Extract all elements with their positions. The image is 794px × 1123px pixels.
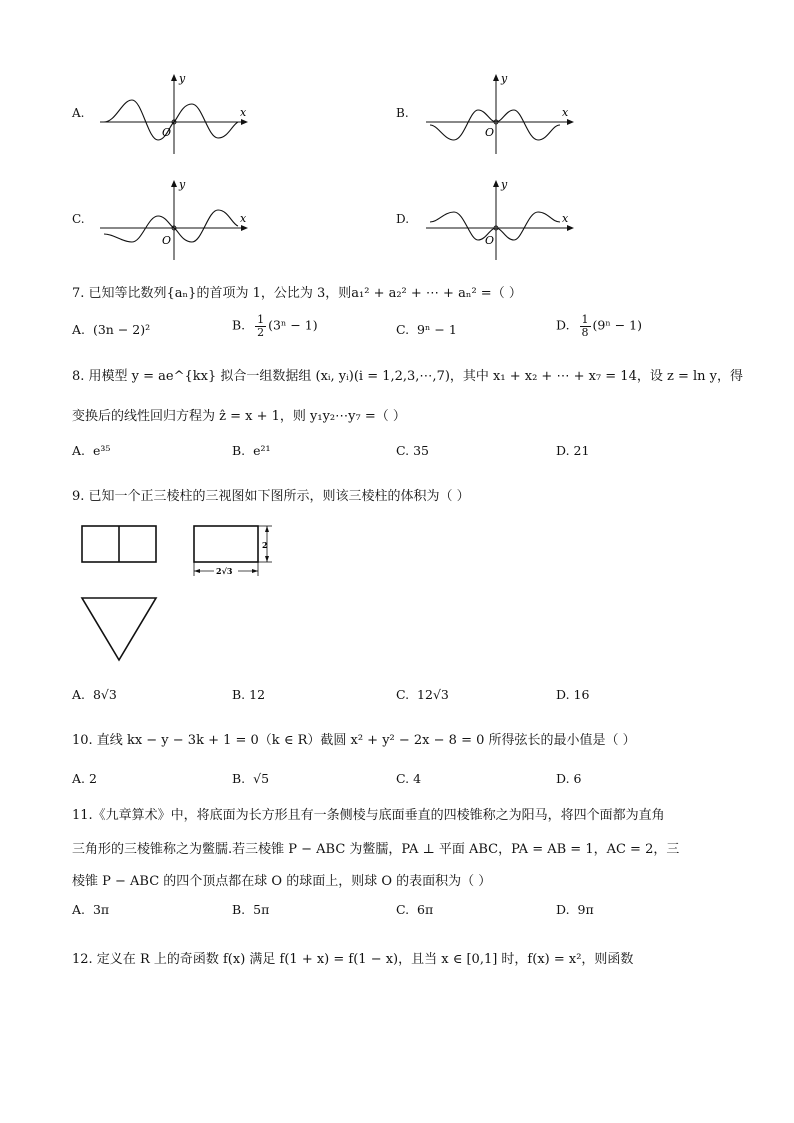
q9-three-view-diagram [76,518,286,668]
graph-d-origin-label: O [485,234,495,247]
q7-option-d: D. $\frac{1}{8}$ (9ⁿ − 1) [556,313,643,339]
graph-a [96,70,256,158]
q11-option-c: C. 6π [396,902,434,917]
q8-option-d: D. 21 [556,443,590,458]
graph-label-b: B. [396,106,409,120]
graph-a-x-label: x [240,106,247,119]
graph-d [422,176,582,264]
q10-option-c: C. 4 [396,771,422,786]
q7-option-a: A. (3n − 2)² [72,322,151,337]
question-7-stem: 7. 已知等比数列{aₙ}的首项为 1，公比为 3，则a₁² + a₂² + ⋯ + aₙ² =（ ） [72,286,522,301]
graph-a-origin-label: O [162,126,172,139]
graph-d-y-label: y [501,178,508,191]
graph-c-x-label: x [240,212,247,225]
q10-option-a: A. 2 [72,771,97,786]
question-11-line1: 11.《九章算术》中，将底面为长方形且有一条侧棱与底面垂直的四棱锥称之为阳马，将四个面都为直角 [72,808,665,823]
top-view-triangle [82,598,156,660]
question-11-line2: 三角形的三棱锥称之为鳖臑.若三棱锥 P − ABC 为鳖臑，PA ⊥ 平面 ABC，PA = AB = 1，AC = 2，三 [72,842,680,857]
graph-d-x-label: x [562,212,569,225]
q9-option-a: A. 8√3 [72,687,117,702]
graph-c-origin-label: O [162,234,172,247]
graph-c-y-label: y [179,178,186,191]
graph-a-y-label: y [179,72,186,85]
graph-label-d: D. [396,212,410,226]
question-11-line3: 棱锥 P − ABC 的四个顶点都在球 O 的球面上，则球 O 的表面积为（ ） [72,874,492,889]
side-view [194,526,258,562]
question-10-stem: 10. 直线 kx − y − 3k + 1 = 0（k ∈ R）截圆 x² + y² − 2x − 8 = 0 所得弦长的最小值是（ ） [72,733,636,748]
q11-option-a: A. 3π [72,902,110,917]
dim-width-label: 2√3 [216,566,233,576]
q9-option-d: D. 16 [556,687,590,702]
question-12-stem: 12. 定义在 R 上的奇函数 f(x) 满足 f(1 + x) = f(1 − x)，且当 x ∈ [0,1] 时，f(x) = x²，则函数 [72,952,634,967]
q8-option-c: C. 35 [396,443,429,458]
graph-b-x-label: x [562,106,569,119]
dim-height-label: 2 [262,540,268,550]
graph-c [96,176,256,264]
question-8-stem-line1: 8. 用模型 y = ae^{kx} 拟合一组数据组 (xᵢ, yᵢ)(i = 1,2,3,⋯,7)，其中 x₁ + x₂ + ⋯ + x₇ = 14，设 z = ln y，得 [72,369,743,384]
graph-b [422,70,582,158]
question-8-stem-line2: 变换后的线性回归方程为 ẑ = x + 1，则 y₁y₂⋯y₇ =（ ） [72,409,406,424]
q11-option-b: B. 5π [232,902,270,917]
graph-label-a: A. [72,106,85,120]
q8-option-a: A. e³⁵ [72,443,111,458]
q10-option-d: D. 6 [556,771,582,786]
question-9-stem: 9. 已知一个正三棱柱的三视图如下图所示，则该三棱柱的体积为（ ） [72,489,470,504]
q9-option-c: C. 12√3 [396,687,449,702]
q10-option-b: B. √5 [232,771,270,786]
q8-option-b: B. e²¹ [232,443,271,458]
graph-b-y-label: y [501,72,508,85]
q11-option-d: D. 9π [556,902,594,917]
graph-label-c: C. [72,212,85,226]
graph-b-origin-label: O [485,126,495,139]
q7-option-b: B. $\frac{1}{2}$ (3ⁿ − 1) [232,313,318,339]
q7-option-c: C. 9ⁿ − 1 [396,322,457,337]
q9-option-b: B. 12 [232,687,266,702]
